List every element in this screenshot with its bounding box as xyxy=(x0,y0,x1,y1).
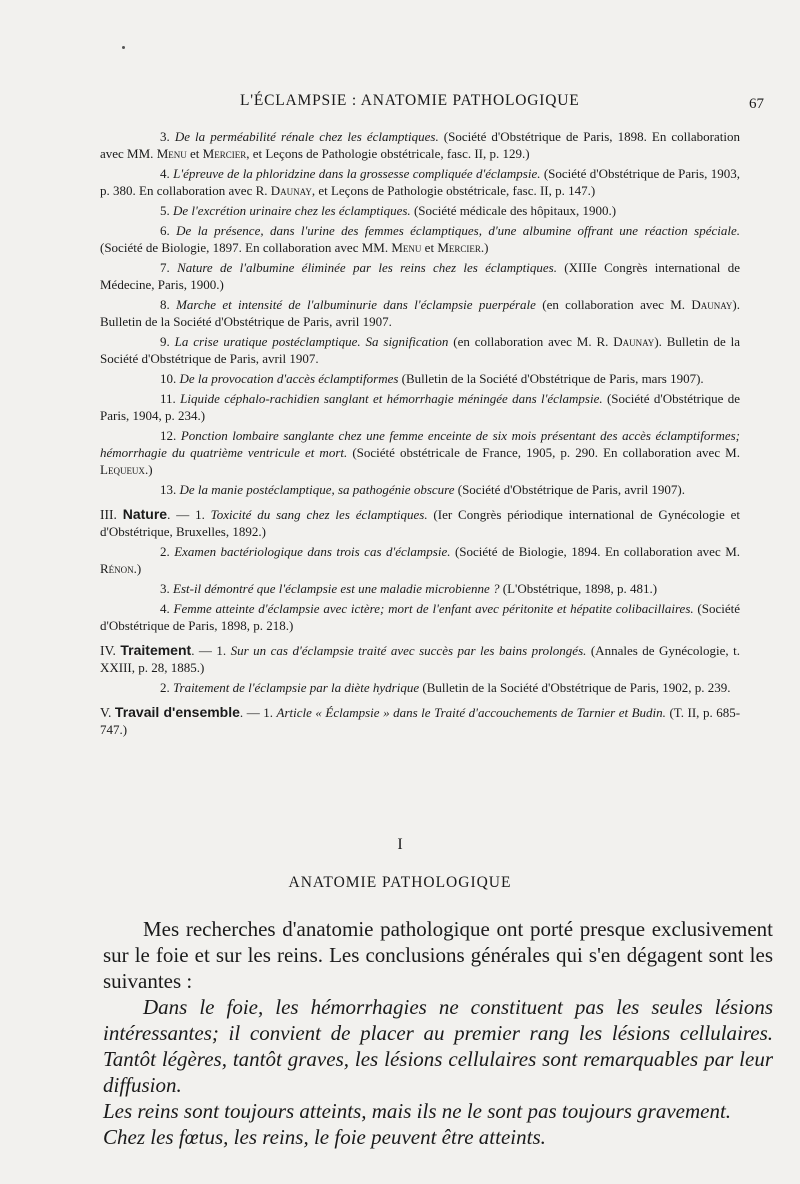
entry-title: La crise uratique postéclamptique. Sa signification xyxy=(174,334,449,349)
entry-text: (en collaboration avec M. xyxy=(535,297,692,312)
entry-title: De la provocation d'accès éclamptiformes xyxy=(179,371,399,386)
entry-text: (Société d'Obstétrique de Paris, avril 1907). xyxy=(454,482,686,497)
entry-text: .) xyxy=(144,462,153,477)
entry-title: Sur un cas d'éclampsie traité avec succès par les bains prolongés. xyxy=(230,643,587,658)
section-number: III. xyxy=(100,507,117,522)
entry-number: 6. xyxy=(160,223,170,238)
entry-text: .) xyxy=(133,561,142,576)
bibliography-entry xyxy=(100,128,740,162)
author-name: Daunay xyxy=(613,334,655,349)
entry-text: (Société médicale des hôpitaux, 1900.) xyxy=(410,203,617,218)
entry-text: ). Bulletin de la Société d'Obstétrique de Paris, avril 1907. xyxy=(100,297,741,329)
body-paragraph-intro: Mes recherches d'anatomie pathologique ont porté presque exclusivement sur le foie et sur les reins. Les conclusions générales qui s'en dégagent sont les suivantes : xyxy=(103,917,773,993)
entry-number: 4. xyxy=(160,166,170,181)
bibliography-entry xyxy=(100,222,740,256)
entry-title: De la présence, dans l'urine des femmes éclamptiques, d'une albumine offrant une réaction spéciale. xyxy=(176,223,740,238)
section-heading-entry: IV. Traitement. — 1. Sur un cas d'éclampsie traité avec succès par les bains prolongés. (Annales de Gynécologie, t. XXIII, p. 28, 1885.) xyxy=(100,642,741,675)
section-name: Traitement xyxy=(120,642,192,658)
bibliography-entry xyxy=(100,543,740,577)
entry-number: 9. xyxy=(160,334,170,349)
bibliography-entry xyxy=(100,481,740,498)
author-name: Rénon xyxy=(100,561,134,576)
entry-number: 11. xyxy=(160,391,176,406)
bibliography-entry xyxy=(100,165,740,199)
entry-text: et xyxy=(421,240,438,255)
entry-text: (Ier Congrès périodique international de Gynécologie et d'Obstétrique, Bruxelles, 1892.) xyxy=(100,507,741,539)
entry-title: Nature de l'albumine éliminée par les reins chez les éclamptiques. xyxy=(177,260,557,275)
entry-title: Examen bactériologique dans trois cas d'éclampsie. xyxy=(174,544,451,559)
body-paragraph-fetus: Chez les fœtus, les reins, le foie peuvent être atteints. xyxy=(103,1125,546,1149)
author-name: Daunay xyxy=(270,183,312,198)
entry-text: (Société de Biologie, 1894. En collaboration avec M. xyxy=(450,544,740,559)
entry-number: 8. xyxy=(160,297,170,312)
bibliography-entry xyxy=(100,333,740,367)
entry-text: , et Leçons de Pathologie obstétricale, fasc. II, p. 147.) xyxy=(311,183,596,198)
page-number: 67 xyxy=(749,96,764,112)
bibliography-entry xyxy=(100,427,740,478)
running-title: L'ÉCLAMPSIE : ANATOMIE PATHOLOGIQUE xyxy=(240,92,580,109)
body-paragraph-kidneys: Les reins sont toujours atteints, mais ils ne le sont pas toujours gravement. xyxy=(103,1099,732,1123)
entry-text: (en collaboration avec M. R. xyxy=(448,334,614,349)
section-heading-entry: III. Nature. — 1. Toxicité du sang chez les éclamptiques. (Ier Congrès périodique international de Gynécologie et d'Obstétrique, Bruxelles, 1892.) xyxy=(100,506,741,539)
entry-text: (Bulletin de la Société d'Obstétrique de Paris, mars 1907). xyxy=(398,371,704,386)
author-name: Mercier xyxy=(202,146,247,161)
entry-number: 13. xyxy=(160,482,177,497)
entry-text: (Société d'Obstétrique de Paris, 1898. En collaboration avec MM. xyxy=(100,129,740,161)
entry-text: , et Leçons de Pathologie obstétricale, fasc. II, p. 129.) xyxy=(246,146,530,161)
entry-text: (Société d'Obstétrique de Paris, 1898, p. 218.) xyxy=(100,601,740,633)
bibliography-entry xyxy=(100,679,740,696)
entry-text: (Société d'Obstétrique de Paris, 1903, p. 380. En collaboration avec R. xyxy=(100,166,741,198)
entry-title: L'épreuve de la phloridzine dans la grossesse compliquée d'éclampsie. xyxy=(173,166,541,181)
section-name: Travail d'ensemble xyxy=(114,704,240,720)
entry-text: (T. II, p. 685-747.) xyxy=(100,705,741,737)
entry-title: Marche et intensité de l'albuminurie dans l'éclampsie puerpérale xyxy=(176,297,536,312)
entry-text: (XIIIe Congrès international de Médecine, Paris, 1900.) xyxy=(100,260,741,292)
entry-title: Est-il démontré que l'éclampsie est une maladie microbienne ? xyxy=(173,581,500,596)
bibliography-entry xyxy=(100,390,740,424)
entry-number: 1. xyxy=(195,507,205,522)
entry-number: 4. xyxy=(160,601,170,616)
speck xyxy=(122,46,125,49)
body-text xyxy=(103,916,773,1150)
bibliography-entry xyxy=(100,370,740,387)
section-heading-entry: V. Travail d'ensemble. — 1. Article « Éclampsie » dans le Traité d'accouchements de Tarnier et Budin. (T. II, p. 685-747.) xyxy=(100,704,741,737)
entry-text: ). Bulletin de la Société d'Obstétrique de Paris, avril 1907. xyxy=(100,334,740,366)
entry-title: Liquide céphalo-rachidien sanglant et hémorrhagie méningée dans l'éclampsie. xyxy=(180,391,603,406)
section-number: IV. xyxy=(100,643,116,658)
entry-number: 10. xyxy=(160,371,177,386)
entry-number: 3. xyxy=(160,581,170,596)
running-header xyxy=(0,92,800,114)
chapter-title: ANATOMIE PATHOLOGIQUE xyxy=(288,874,512,891)
bibliography-entry xyxy=(100,296,740,330)
section-number: V. xyxy=(100,705,112,720)
entry-number: 2. xyxy=(160,680,170,695)
entry-text: (Société obstétricale de France, 1905, p. 290. En collaboration avec M. xyxy=(347,445,740,460)
entry-title: Article « Éclampsie » dans le Traité d'accouchements de Tarnier et Budin. xyxy=(276,705,666,720)
entry-text: (L'Obstétrique, 1898, p. 481.) xyxy=(499,581,658,596)
bibliography-entry xyxy=(100,580,740,597)
bibliography-entry xyxy=(100,259,740,293)
part-number: I xyxy=(397,836,403,853)
entry-number: 3. xyxy=(160,129,170,144)
entry-title: Traitement de l'éclampsie par la diète hydrique xyxy=(173,680,420,695)
entry-number: 7. xyxy=(160,260,170,275)
entry-text: (Annales de Gynécologie, t. XXIII, p. 28, 1885.) xyxy=(100,643,741,675)
author-name: Daunay xyxy=(691,297,733,312)
entry-title: Femme atteinte d'éclampsie avec ictère; mort de l'enfant avec péritonite et hépatite colibacillaires. xyxy=(173,601,694,616)
author-name: Menu xyxy=(156,146,187,161)
entry-title: De l'excrétion urinaire chez les éclamptiques. xyxy=(173,203,411,218)
entry-number: 1. xyxy=(263,705,273,720)
entry-title: Toxicité du sang chez les éclamptiques. xyxy=(210,507,428,522)
entry-title: Ponction lombaire sanglante chez une femme enceinte de six mois présentant des accès éclamptiformes; hémorrhagie du quatrième ventricule et mort. xyxy=(100,428,740,460)
entry-title: De la manie postéclamptique, sa pathogénie obscure xyxy=(179,482,455,497)
body-paragraph-liver: Dans le foie, les hémorrhagies ne constituent pas les seules lésions intéressantes; il convient de placer au premier rang les lésions cellulaires. Tantôt légères, tantôt graves, les lésions cellulaires sont remarquables par leur diffusion. xyxy=(103,995,773,1097)
entry-text: (Société d'Obstétrique de Paris, 1904, p. 234.) xyxy=(100,391,741,423)
entry-number: 1. xyxy=(216,643,227,658)
entry-title: De la perméabilité rénale chez les éclamptiques. xyxy=(174,129,439,144)
entry-text: et xyxy=(186,146,203,161)
entry-text: .) xyxy=(480,240,489,255)
bibliography-entry xyxy=(100,202,740,219)
entry-text: (Société de Biologie, 1897. En collaboration avec MM. xyxy=(100,240,392,255)
section-name: Nature xyxy=(122,506,168,522)
entry-number: 12. xyxy=(160,428,177,443)
bibliography-entry xyxy=(100,600,740,634)
author-name: Menu xyxy=(391,240,422,255)
author-name: Mercier xyxy=(437,240,481,255)
entry-text: (Bulletin de la Société d'Obstétrique de Paris, 1902, p. 239. xyxy=(419,680,731,695)
author-name: Lequeux xyxy=(100,462,145,477)
entry-number: 2. xyxy=(160,544,170,559)
entry-number: 5. xyxy=(160,203,170,218)
bibliography-list xyxy=(100,128,740,741)
